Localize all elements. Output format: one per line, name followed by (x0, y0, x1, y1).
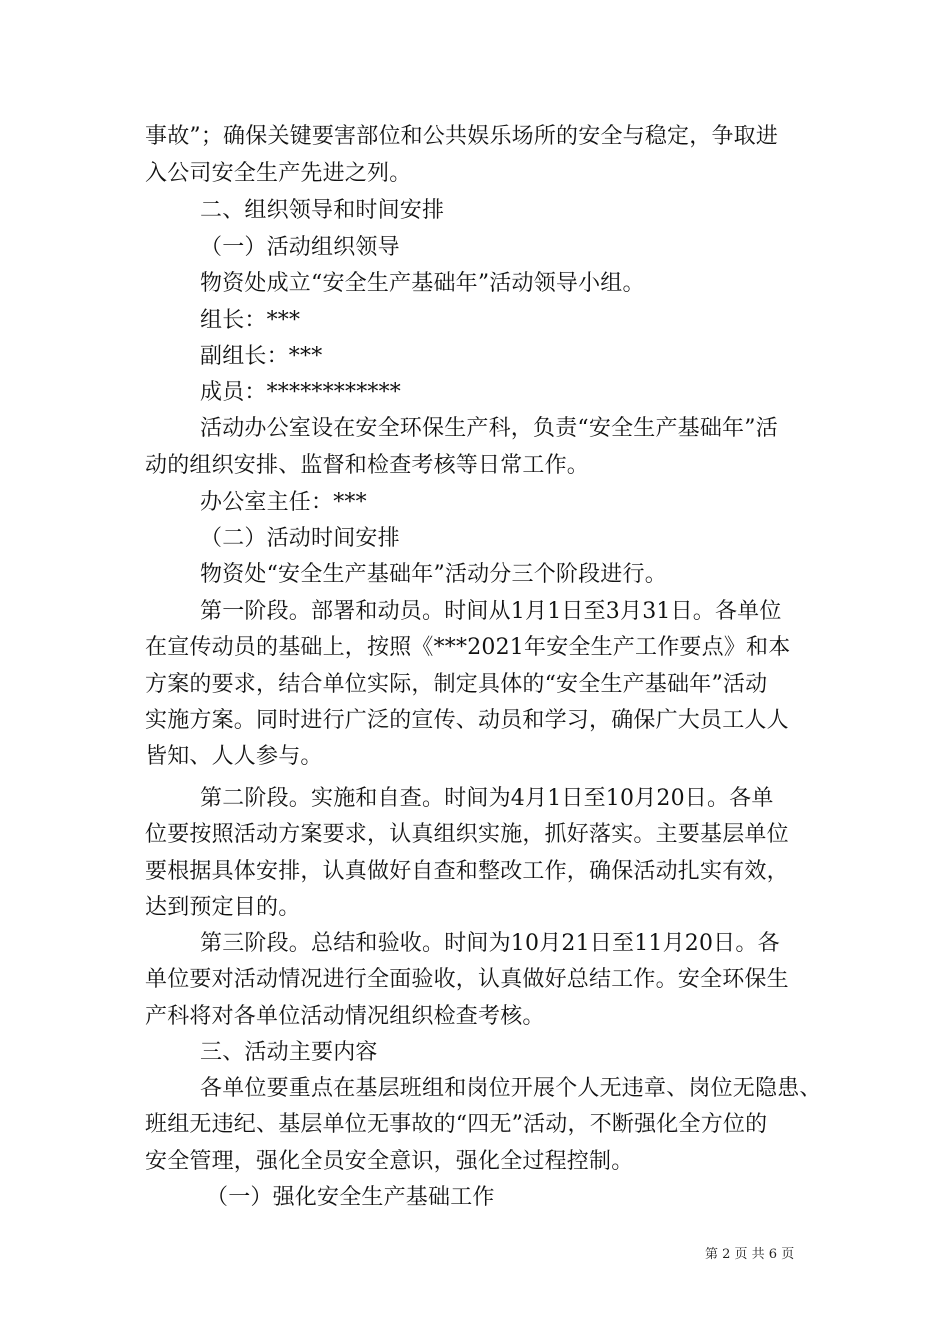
text-line-19: 第二阶段。实施和自查。时间为4月1日至10月20日。各单 (200, 786, 774, 811)
text-line-30: （一）强化安全生产基础工作 (206, 1185, 495, 1210)
text-line-28: 班组无违纪、基层单位无事故的“四无”活动，不断强化全方位的 (145, 1112, 768, 1137)
text-line-1: 事故”；确保关键要害部位和公共娱乐场所的安全与稳定，争取进 (145, 124, 779, 149)
text-line-26: 三、活动主要内容 (200, 1040, 378, 1065)
text-line-7: 副组长：*** (200, 344, 323, 369)
text-line-29: 安全管理，强化全员安全意识，强化全过程控制。 (145, 1149, 634, 1174)
text-line-6: 组长：*** (200, 308, 301, 333)
page-number: 第 2 页 共 6 页 (705, 1247, 795, 1262)
text-line-13: 物资处“安全生产基础年”活动分三个阶段进行。 (200, 562, 667, 587)
text-line-4: （一）活动组织领导 (200, 235, 400, 260)
text-line-16: 方案的要求，结合单位实际，制定具体的“安全生产基础年”活动 (145, 672, 768, 697)
text-line-15: 在宣传动员的基础上，按照《***2021年安全生产工作要点》和本 (145, 635, 791, 660)
text-line-14: 第一阶段。部署和动员。时间从1月1日至3月31日。各单位 (200, 599, 782, 624)
text-line-12: （二）活动时间安排 (200, 526, 400, 551)
text-line-27: 各单位要重点在基层班组和岗位开展个人无违章、岗位无隐患、 (200, 1076, 822, 1101)
text-line-8: 成员：************ (200, 380, 402, 405)
text-line-20: 位要按照活动方案要求，认真组织实施，抓好落实。主要基层单位 (145, 822, 789, 847)
text-line-5: 物资处成立“安全生产基础年”活动领导小组。 (200, 271, 645, 296)
text-line-18: 皆知、人人参与。 (145, 744, 323, 769)
text-line-2: 入公司安全生产先进之列。 (145, 161, 412, 186)
text-line-21: 要根据具体安排，认真做好自查和整改工作，确保活动扎实有效， (145, 859, 789, 884)
text-line-23: 第三阶段。总结和验收。时间为10月21日至11月20日。各 (200, 931, 780, 956)
text-line-10: 动的组织安排、监督和检查考核等日常工作。 (145, 453, 590, 478)
text-line-17: 实施方案。同时进行广泛的宣传、动员和学习，确保广大员工人人 (145, 708, 789, 733)
text-line-11: 办公室主任：*** (200, 490, 367, 515)
text-line-3: 二、组织领导和时间安排 (200, 198, 445, 223)
text-line-24: 单位要对活动情况进行全面验收，认真做好总结工作。安全环保生 (145, 967, 789, 992)
text-line-25: 产科将对各单位活动情况组织检查考核。 (145, 1004, 545, 1029)
text-line-22: 达到预定目的。 (145, 895, 301, 920)
text-line-9: 活动办公室设在安全环保生产科，负责“安全生产基础年”活 (200, 416, 778, 441)
